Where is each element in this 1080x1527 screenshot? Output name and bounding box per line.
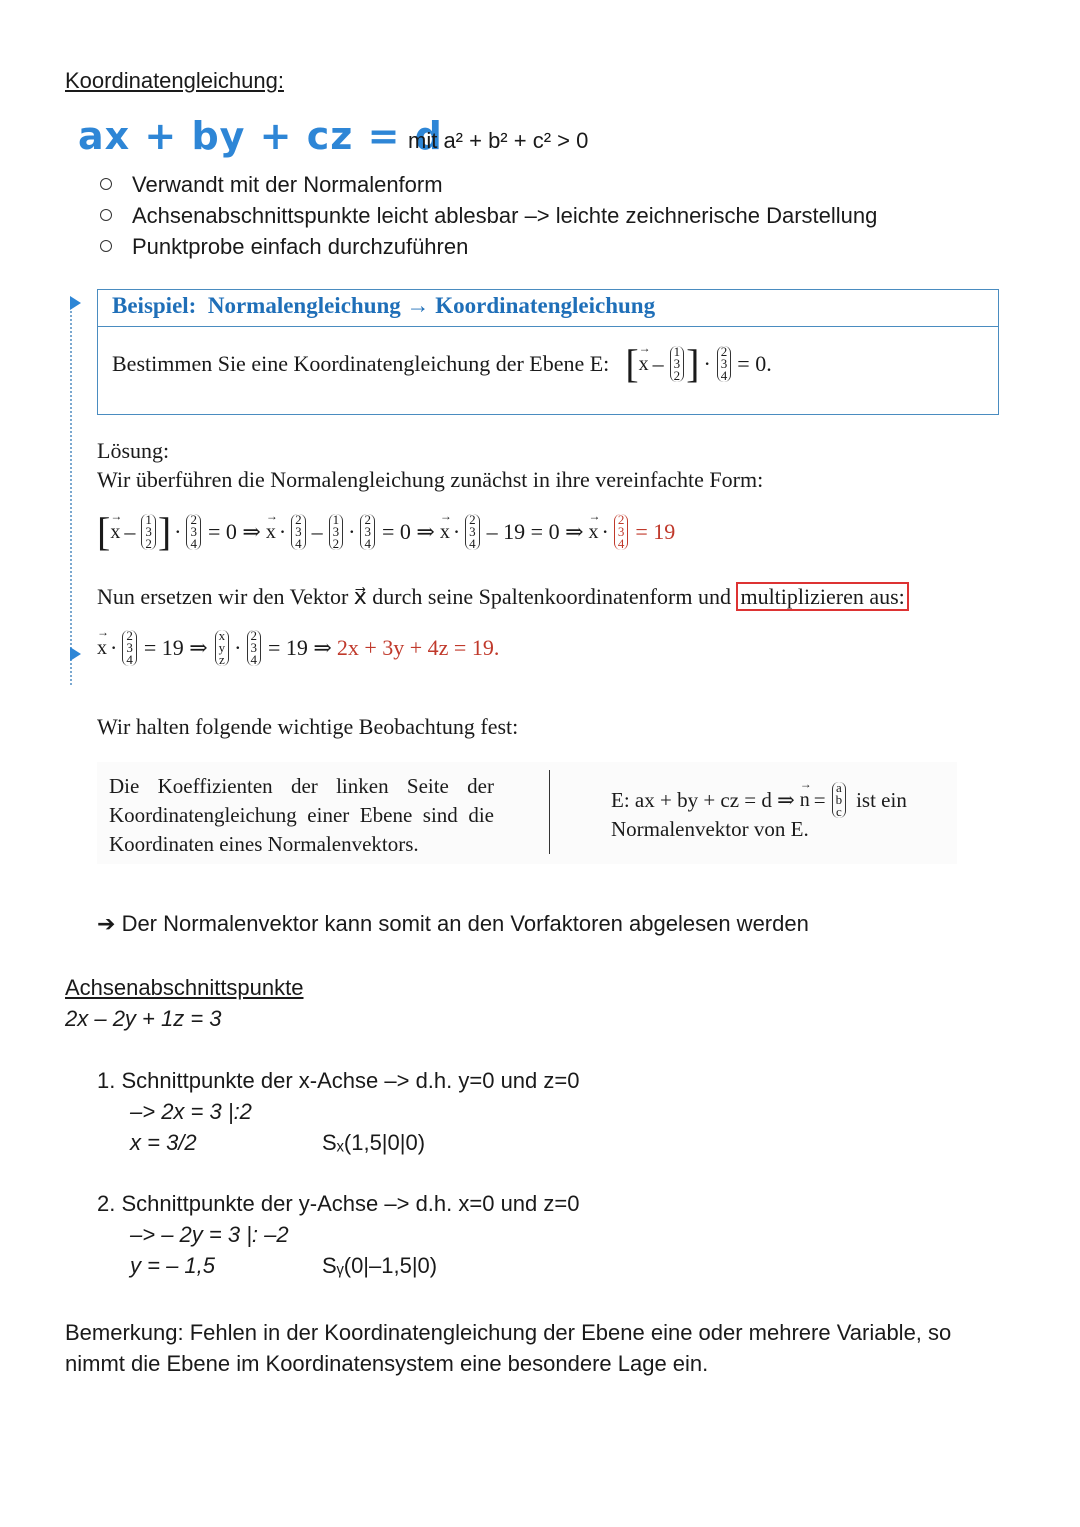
intercept-y-result: y = – 1,5 (130, 1253, 216, 1278)
dotted-guide-line (70, 300, 72, 685)
intercept-x-step: –> 2x = 3 |:2 (130, 1099, 252, 1124)
simplification-equation: [ → x – 1 3 2 ] · 2 3 4 = 0 ⇒ → x · 2 3 4 – 1 3 2 · 2 3 4 = 0 ⇒ → x · 2 3 4 – 19 = 0 ⇒ → x · 2 3 4 = 19 (97, 514, 675, 550)
triangle-marker-icon (70, 647, 81, 661)
conclusion: ➔ Der Normalenvektor kann somit an den Vorfaktoren abgelesen werden (97, 911, 809, 936)
example-box (97, 289, 999, 415)
intercept-x-result: x = 3/2 (130, 1130, 197, 1155)
replace-sentence: Nun ersetzen wir den Vektor x⃗ durch seine Spaltenkoordinatenform und multiplizieren aus: (97, 584, 909, 610)
coordinate-equation-result: 2x + 3y + 4z = 19. (336, 635, 500, 660)
right-arrow-icon: ➔ (97, 911, 116, 936)
solution-label: Lösung: (97, 438, 170, 463)
example-divider (98, 326, 998, 327)
circle-bullet-icon (100, 178, 112, 190)
intercept-y-point: Sᵧ(0|–1,5|0) (322, 1253, 438, 1278)
intercept-x-point: Sₓ(1,5|0|0) (322, 1130, 426, 1155)
example-title: Beispiel: Normalengleichung → Koordinatengleichung (112, 293, 656, 318)
circle-bullet-icon (100, 240, 112, 252)
note-right-line1: E: ax + by + cz = d ⇒ → n = a b c ist ein (611, 782, 907, 818)
circle-bullet-icon (100, 209, 112, 221)
intercepts-heading: Achsenabschnittspunkte (65, 975, 304, 1000)
normal-form-expression: [ → x – 1 3 2 ] · 2 3 4 = 0. (625, 346, 771, 382)
vector-x: → x (639, 353, 649, 376)
highlighted-phrase: multiplizieren aus: (736, 582, 908, 611)
note-left-text: Die Koeffizienten der linken Seite der Koordinatengleichung einer Ebene sind die Koordinaten eines Normalenvektors. (109, 774, 494, 856)
solution-intro: Wir überführen die Normalengleichung zunächst in ihre vereinfachte Form: (97, 467, 764, 492)
formula-condition: mit a² + b² + c² > 0 (408, 128, 589, 153)
coordinate-equation-formula: ax + by + cz = d (78, 114, 443, 158)
example-task: Bestimmen Sie eine Koordinatengleichung der Ebene E: [ → x – 1 3 2 ] · 2 3 4 = 0. (112, 346, 772, 382)
bullet-item: Verwandt mit der Normalenform (100, 172, 443, 198)
expansion-equation: → x · 2 3 4 = 19 ⇒ x y z · 2 3 4 = 19 ⇒ 2x + 3y + 4z = 19. (97, 630, 499, 666)
bullet-item: Punktprobe einfach durchzuführen (100, 234, 468, 260)
intercept-y-title: 2. Schnittpunkte der y-Achse –> d.h. x=0 und z=0 (97, 1191, 580, 1216)
intercepts-equation: 2x – 2y + 1z = 3 (65, 1006, 222, 1031)
page-heading: Koordinatengleichung: (65, 68, 284, 93)
triangle-marker-icon (70, 296, 81, 310)
remark: Bemerkung: Fehlen in der Koordinatengleichung der Ebene eine oder mehrere Variable, so nimmt die Ebene im Koordinatensystem eine besondere Lage ein. (65, 1320, 952, 1376)
observation-intro: Wir halten folgende wichtige Beobachtung fest: (97, 714, 519, 739)
note-divider (549, 770, 550, 854)
bullet-item: Achsenabschnittspunkte leicht ablesbar –> leichte zeichnerische Darstellung (100, 203, 877, 229)
note-right-line2: Normalenvektor von E. (611, 817, 809, 841)
column-vector-n: 2 3 4 (717, 346, 732, 382)
intercept-x-title: 1. Schnittpunkte der x-Achse –> d.h. y=0 und z=0 (97, 1068, 580, 1093)
note-box (97, 762, 957, 864)
column-vector-p: 1 3 2 (670, 346, 685, 382)
intercept-y-step: –> – 2y = 3 |: –2 (130, 1222, 289, 1247)
